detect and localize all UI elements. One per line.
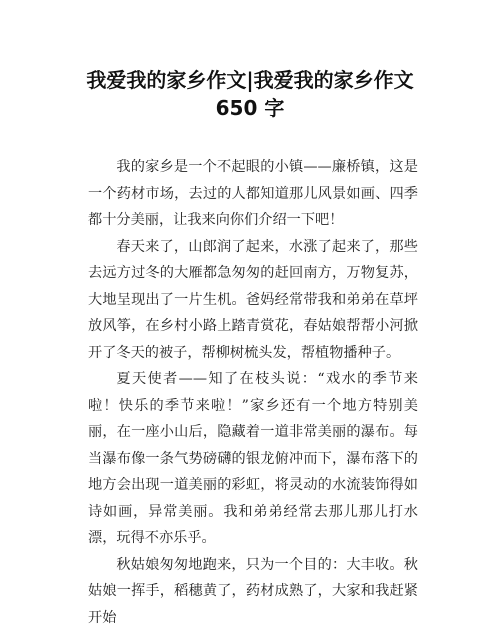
paragraph-autumn: 秋姑娘匆匆地跑来，只为一个目的：大丰收。秋姑娘一挥手，稻穗黄了，药材成熟了，大家和我赶紧开始 (88, 552, 418, 631)
paragraph-intro: 我的家乡是一个不起眼的小镇——廉桥镇，这是一个药材市场，去过的人都知道那儿风景如画、四季都十分美丽，让我来向你们介绍一下吧！ (88, 154, 418, 234)
title-line-2: 650 字 (60, 94, 440, 122)
paragraph-summer: 夏天使者——知了在枝头说：“戏水的季节来啦！快乐的季节来啦！”家乡还有一个地方特别美丽，在一座小山后，隐藏着一道非常美丽的瀑布。每当瀑布像一条气势磅礴的银龙俯冲而下，瀑布落下的地方会出现一道美丽的彩虹，将灵动的水流装饰得如诗如画，异常美丽。我和弟弟经常去那儿那儿打水漂，玩得不亦乐乎。 (88, 366, 418, 552)
title-line-1: 我爱我的家乡作文|我爱我的家乡作文 (60, 66, 440, 94)
article-body (88, 154, 418, 631)
paragraph-spring: 春天来了，山郎润了起来，水涨了起来了，那些去远方过冬的大雁都急匆匆的赶回南方，万物复苏，大地呈现出了一片生机。爸妈经常带我和弟弟在草坪放风筝，在乡村小路上踏青赏花，春姑娘帮帮小河掀开了冬天的被子，帮柳树梳头发，帮植物播种子。 (88, 234, 418, 367)
document-title (60, 66, 440, 122)
